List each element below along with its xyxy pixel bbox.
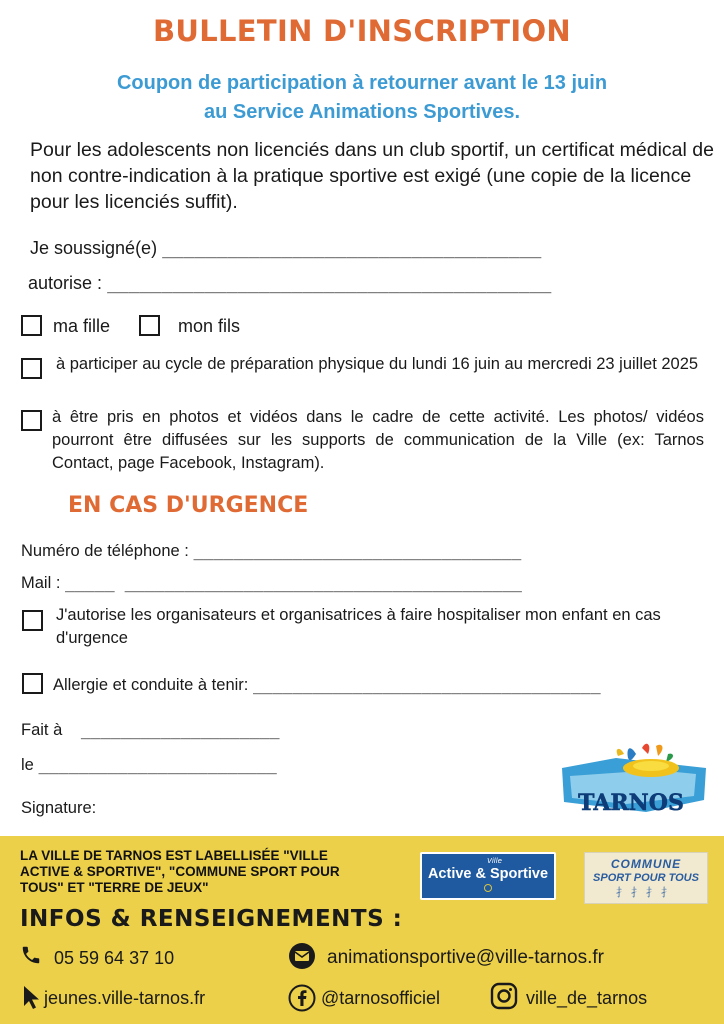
hospital-checkbox[interactable] [22,610,43,631]
active-sportive-badge [420,852,556,900]
sport-pour-tous-badge [584,852,708,904]
ma-fille-label: ma fille [53,316,111,336]
instagram-icon [490,982,518,1010]
urgence-heading: EN CAS D'URGENCE [68,493,309,518]
soussigne-field[interactable]: ___________________________________ [162,238,542,259]
fait-field[interactable]: ____________________ [80,720,280,739]
hospital-text: J'autorise les organisateurs et organisatrices à faire hospitaliser mon enfant en cas d'urgence [56,606,661,647]
subtitle-line-2: au Service Animations Sportives. [203,101,521,123]
le-row [21,755,277,775]
tarnos-logo [556,740,706,820]
infos-heading: INFOS & RENSEIGNEMENTS : [20,906,403,932]
laurel-icon [484,884,492,892]
mail-label: Mail : [21,574,61,592]
badge2-line2: SPORT POUR TOUS [593,872,699,884]
allergie-row [53,675,601,695]
label-text: LA VILLE DE TARNOS EST LABELLISÉE "VILLE ACTIVE & SPORTIVE", "COMMUNE SPORT POUR TOUS" ET "TERRE DE JEUX" [20,848,340,895]
mail-field[interactable]: _____ ________________________________________ [65,573,522,592]
soussigne-row [30,238,541,259]
fait-label: Fait à [21,721,63,739]
cycle-text: à participer au cycle de préparation physique du lundi 16 juin au mercredi 23 juillet 2025 [56,355,699,373]
facebook-link[interactable]: @tarnosofficiel [321,988,440,1008]
envelope-icon [288,942,316,970]
phone-row [21,541,521,561]
website-link[interactable]: jeunes.ville-tarnos.fr [44,988,206,1008]
facebook-icon [288,984,316,1012]
photos-checkbox[interactable] [21,410,42,431]
allergie-field[interactable]: ___________________________________ [252,675,601,694]
phone-field[interactable]: _________________________________ [193,541,522,560]
allergie-checkbox[interactable] [22,673,43,694]
signature-label: Signature: [21,799,97,817]
autorise-row [28,273,551,294]
phone-number[interactable]: 05 59 64 37 10 [54,948,175,968]
footer [0,836,724,1024]
cursor-icon [22,984,42,1010]
subtitle-line-1: Coupon de participation à retourner avant le 13 juin [116,72,608,94]
mail-row [21,573,522,593]
le-label: le [21,756,34,774]
badge1-small: Ville [487,857,502,865]
page-title: BULLETIN D'INSCRIPTION [152,14,571,48]
phone-icon [20,944,42,966]
runners-icon: ⺘⺘⺘⺘ [616,886,676,899]
soussigne-label: Je soussigné(e) [30,238,158,258]
autorise-label: autorise : [28,273,103,293]
badge1-big: Active & Sportive [427,866,549,882]
mon-fils-label: mon fils [178,316,241,336]
ma-fille-checkbox[interactable] [21,315,42,336]
cycle-checkbox[interactable] [21,358,42,379]
autorise-field[interactable]: _________________________________________ [107,273,552,294]
intro-paragraph: Pour les adolescents non licenciés dans un club sportif, un certificat médical de non contre-indication à la pratique sportive est exigé (une copie de la licence pour les licenciés suffit). [30,139,714,213]
badge2-line1: COMMUNE [610,857,682,871]
phone-label: Numéro de téléphone : [21,542,189,560]
email-link[interactable]: animationsportive@ville-tarnos.fr [327,947,604,968]
fait-row [21,720,280,740]
instagram-link[interactable]: ville_de_tarnos [526,988,648,1008]
mon-fils-checkbox[interactable] [139,315,160,336]
allergie-label: Allergie et conduite à tenir: [53,676,249,694]
photos-text: à être pris en photos et vidéos dans le cadre de cette activité. Les photos/ vidéos pourront être diffusées sur les supports de communication de la Ville (ex: Tarnos Contact, page Facebook, Instagram). [52,408,704,472]
tarnos-logo-text: TARNOS [578,790,684,816]
le-field[interactable]: ________________________ [38,755,277,774]
